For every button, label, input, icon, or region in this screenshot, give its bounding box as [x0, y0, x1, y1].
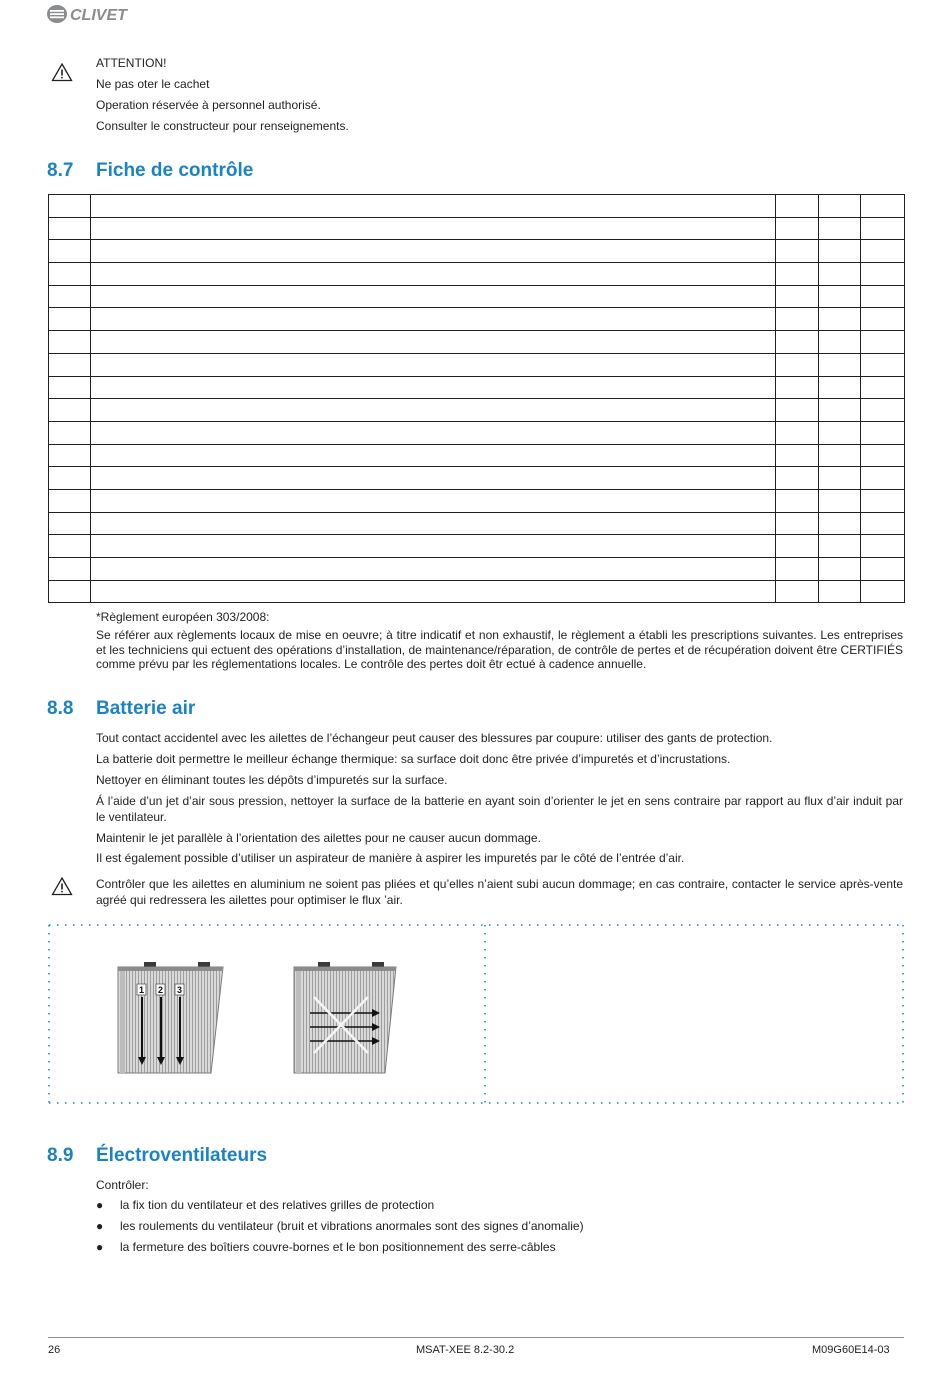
fin-label-3: 3	[177, 985, 183, 995]
table-cell	[91, 558, 776, 581]
list-item-text: la fix tion du ventilateur et des relatives grilles de protection	[120, 1198, 435, 1212]
table-cell	[819, 558, 861, 581]
table-cell	[91, 285, 776, 308]
table-cell	[819, 512, 861, 535]
list-item	[96, 1218, 584, 1234]
table-row	[49, 444, 905, 467]
warning-line-attention: ATTENTION!	[96, 56, 167, 70]
table-cell	[776, 353, 819, 376]
table-cell	[776, 444, 819, 467]
table-cell	[49, 308, 91, 331]
table-cell	[861, 535, 905, 558]
table-cell	[91, 217, 776, 240]
table-row	[49, 376, 905, 399]
table-row	[49, 285, 905, 308]
bullet-icon: ●	[96, 1240, 104, 1254]
table-cell	[819, 217, 861, 240]
section-number: 8.9	[47, 1145, 74, 1166]
table-cell	[776, 285, 819, 308]
table-row	[49, 535, 905, 558]
table-cell	[776, 558, 819, 581]
table-cell	[49, 512, 91, 535]
table-cell	[776, 467, 819, 490]
section-8-9-heading	[47, 1145, 267, 1167]
table-cell	[49, 489, 91, 512]
table-row	[49, 331, 905, 354]
table-row	[49, 467, 905, 490]
table-cell	[91, 195, 776, 218]
table-cell	[861, 308, 905, 331]
table-cell	[91, 535, 776, 558]
table-cell	[49, 240, 91, 263]
footer-divider	[48, 1337, 904, 1338]
table-cell	[861, 421, 905, 444]
section-8-8-heading	[47, 698, 195, 720]
table-cell	[819, 195, 861, 218]
table-cell	[776, 331, 819, 354]
table-cell	[776, 308, 819, 331]
bullet-icon: ●	[96, 1198, 104, 1212]
table-cell	[49, 399, 91, 422]
table-cell	[49, 444, 91, 467]
table-cell	[91, 331, 776, 354]
fans-intro: Contrôler:	[96, 1178, 149, 1192]
table-cell	[776, 421, 819, 444]
table-cell	[49, 580, 91, 603]
table-cell	[91, 421, 776, 444]
section-title: Fiche de contrôle	[96, 160, 254, 181]
table-cell	[819, 376, 861, 399]
table-cell	[49, 376, 91, 399]
table-cell	[776, 195, 819, 218]
table-cell	[776, 512, 819, 535]
clivet-logo	[46, 3, 156, 25]
table-cell	[819, 444, 861, 467]
fin-label-1: 1	[139, 985, 145, 995]
table-cell	[91, 353, 776, 376]
table-cell	[49, 467, 91, 490]
table-cell	[91, 308, 776, 331]
warning-line-cachet: Ne pas oter le cachet	[96, 77, 210, 91]
table-cell	[819, 421, 861, 444]
table-cell	[776, 535, 819, 558]
batterie-paragraph: Á l’aide d’un jet d’air sous pression, nettoyer la surface de la batterie en ayant soin d’orienter le jet en sens contraire par rapport au flux d’air induit par le ventilateur.	[96, 794, 903, 824]
table-cell	[861, 195, 905, 218]
table-row	[49, 399, 905, 422]
table-cell	[91, 263, 776, 286]
table-cell	[91, 467, 776, 490]
table-row	[49, 308, 905, 331]
table-row	[49, 353, 905, 376]
table-cell	[91, 399, 776, 422]
table-cell	[819, 285, 861, 308]
regulation-note-title: *Règlement européen 303/2008:	[96, 610, 270, 624]
table-cell	[819, 580, 861, 603]
table-cell	[861, 580, 905, 603]
table-cell	[49, 331, 91, 354]
table-row	[49, 195, 905, 218]
bullet-icon: ●	[96, 1219, 104, 1233]
list-item-text: les roulements du ventilateur (bruit et vibrations anormales sont des signes d’anomalie)	[120, 1219, 584, 1233]
list-item-text: la fermeture des boîtiers couvre-bornes et le bon positionnement des serre-câbles	[120, 1240, 556, 1254]
table-cell	[49, 217, 91, 240]
table-cell	[91, 489, 776, 512]
table-cell	[861, 512, 905, 535]
table-cell	[819, 489, 861, 512]
table-cell	[819, 263, 861, 286]
table-cell	[776, 399, 819, 422]
table-cell	[861, 285, 905, 308]
list-item	[96, 1197, 434, 1213]
batterie-paragraph: Maintenir le jet parallèle à l’orientation des ailettes pour ne causer aucun dommage.	[96, 831, 541, 845]
table-cell	[91, 444, 776, 467]
table-row	[49, 512, 905, 535]
table-cell	[861, 263, 905, 286]
table-cell	[91, 240, 776, 263]
table-row	[49, 489, 905, 512]
table-cell	[861, 467, 905, 490]
table-cell	[776, 489, 819, 512]
cleaning-figure	[48, 923, 904, 1105]
table-row	[49, 217, 905, 240]
batterie-paragraph: La batterie doit permettre le meilleur échange thermique: sa surface doit donc être privée d’impuretés et d’incrustations.	[96, 752, 731, 766]
fin-warning-text: Contrôler que les ailettes en aluminium ne soient pas pliées et qu’elles n’aient subi aucun dommage; en cas contraire, contacter le service après-vente agréé qui redressera les ailettes pour optimiser le flux ’air.	[96, 877, 903, 907]
table-cell	[91, 580, 776, 603]
table-cell	[819, 353, 861, 376]
table-cell	[49, 535, 91, 558]
table-cell	[819, 467, 861, 490]
table-cell	[49, 285, 91, 308]
table-cell	[49, 421, 91, 444]
regulation-note-text: Se référer aux règlements locaux de mise en oeuvre; à titre indicatif et non exhaustif, le règlement a établi les prescriptions suivantes. Les entreprises et les techniciens qui ectuent des opérations d’installation, de maintenance/réparation, de contrôle de pertes et de récupération doivent être CERTIFIÉS comme prévu par les réglementations locales. Le contrôle des pertes doit êtr ectué à cadence annuelle.	[96, 628, 903, 671]
batterie-paragraph: Nettoyer en éliminant toutes les dépôts d’impuretés sur la surface.	[96, 773, 448, 787]
table-cell	[861, 489, 905, 512]
table-cell	[819, 240, 861, 263]
table-cell	[861, 331, 905, 354]
warning-icon	[51, 62, 73, 82]
table-cell	[91, 512, 776, 535]
table-cell	[49, 353, 91, 376]
table-cell	[861, 217, 905, 240]
table-cell	[819, 308, 861, 331]
section-title: Électroventilateurs	[96, 1145, 268, 1166]
table-row	[49, 558, 905, 581]
section-number: 8.8	[47, 698, 74, 719]
table-cell	[861, 240, 905, 263]
checklist-table	[48, 194, 905, 603]
section-title: Batterie air	[96, 698, 196, 719]
footer-model: MSAT-XEE 8.2-30.2	[416, 1344, 515, 1356]
table-cell	[49, 558, 91, 581]
table-row	[49, 263, 905, 286]
table-cell	[861, 558, 905, 581]
coil-wrong-illustration	[294, 962, 396, 1073]
table-row	[49, 240, 905, 263]
list-item	[96, 1239, 556, 1255]
table-cell	[776, 217, 819, 240]
section-number: 8.7	[47, 160, 74, 181]
section-8-7-heading	[47, 160, 253, 182]
svg-text:CLIVET: CLIVET	[70, 7, 127, 24]
table-cell	[861, 444, 905, 467]
coil-correct-illustration	[118, 962, 223, 1073]
table-cell	[776, 263, 819, 286]
table-row	[49, 421, 905, 444]
table-cell	[91, 376, 776, 399]
page-number: 26	[48, 1344, 61, 1356]
fin-label-2: 2	[158, 985, 164, 995]
table-cell	[861, 399, 905, 422]
warning-line-constructeur: Consulter le constructeur pour renseignements.	[96, 119, 349, 133]
table-cell	[776, 376, 819, 399]
table-row	[49, 580, 905, 603]
table-cell	[861, 353, 905, 376]
table-cell	[49, 263, 91, 286]
table-cell	[861, 376, 905, 399]
table-cell	[49, 195, 91, 218]
table-cell	[776, 580, 819, 603]
batterie-paragraph: Il est également possible d’utiliser un aspirateur de manière à aspirer les impuretés par le côté de l’entrée d’air.	[96, 851, 685, 865]
table-cell	[819, 535, 861, 558]
footer-doc-code: M09G60E14-03	[812, 1344, 890, 1356]
table-cell	[819, 331, 861, 354]
batterie-paragraph: Tout contact accidentel avec les ailettes de l’échangeur peut causer des blessures par coupure: utiliser des gants de protection.	[96, 731, 773, 745]
warning-icon	[51, 876, 73, 896]
warning-line-personnel: Operation réservée à personnel authorisé.	[96, 98, 321, 112]
table-cell	[776, 240, 819, 263]
table-cell	[819, 399, 861, 422]
